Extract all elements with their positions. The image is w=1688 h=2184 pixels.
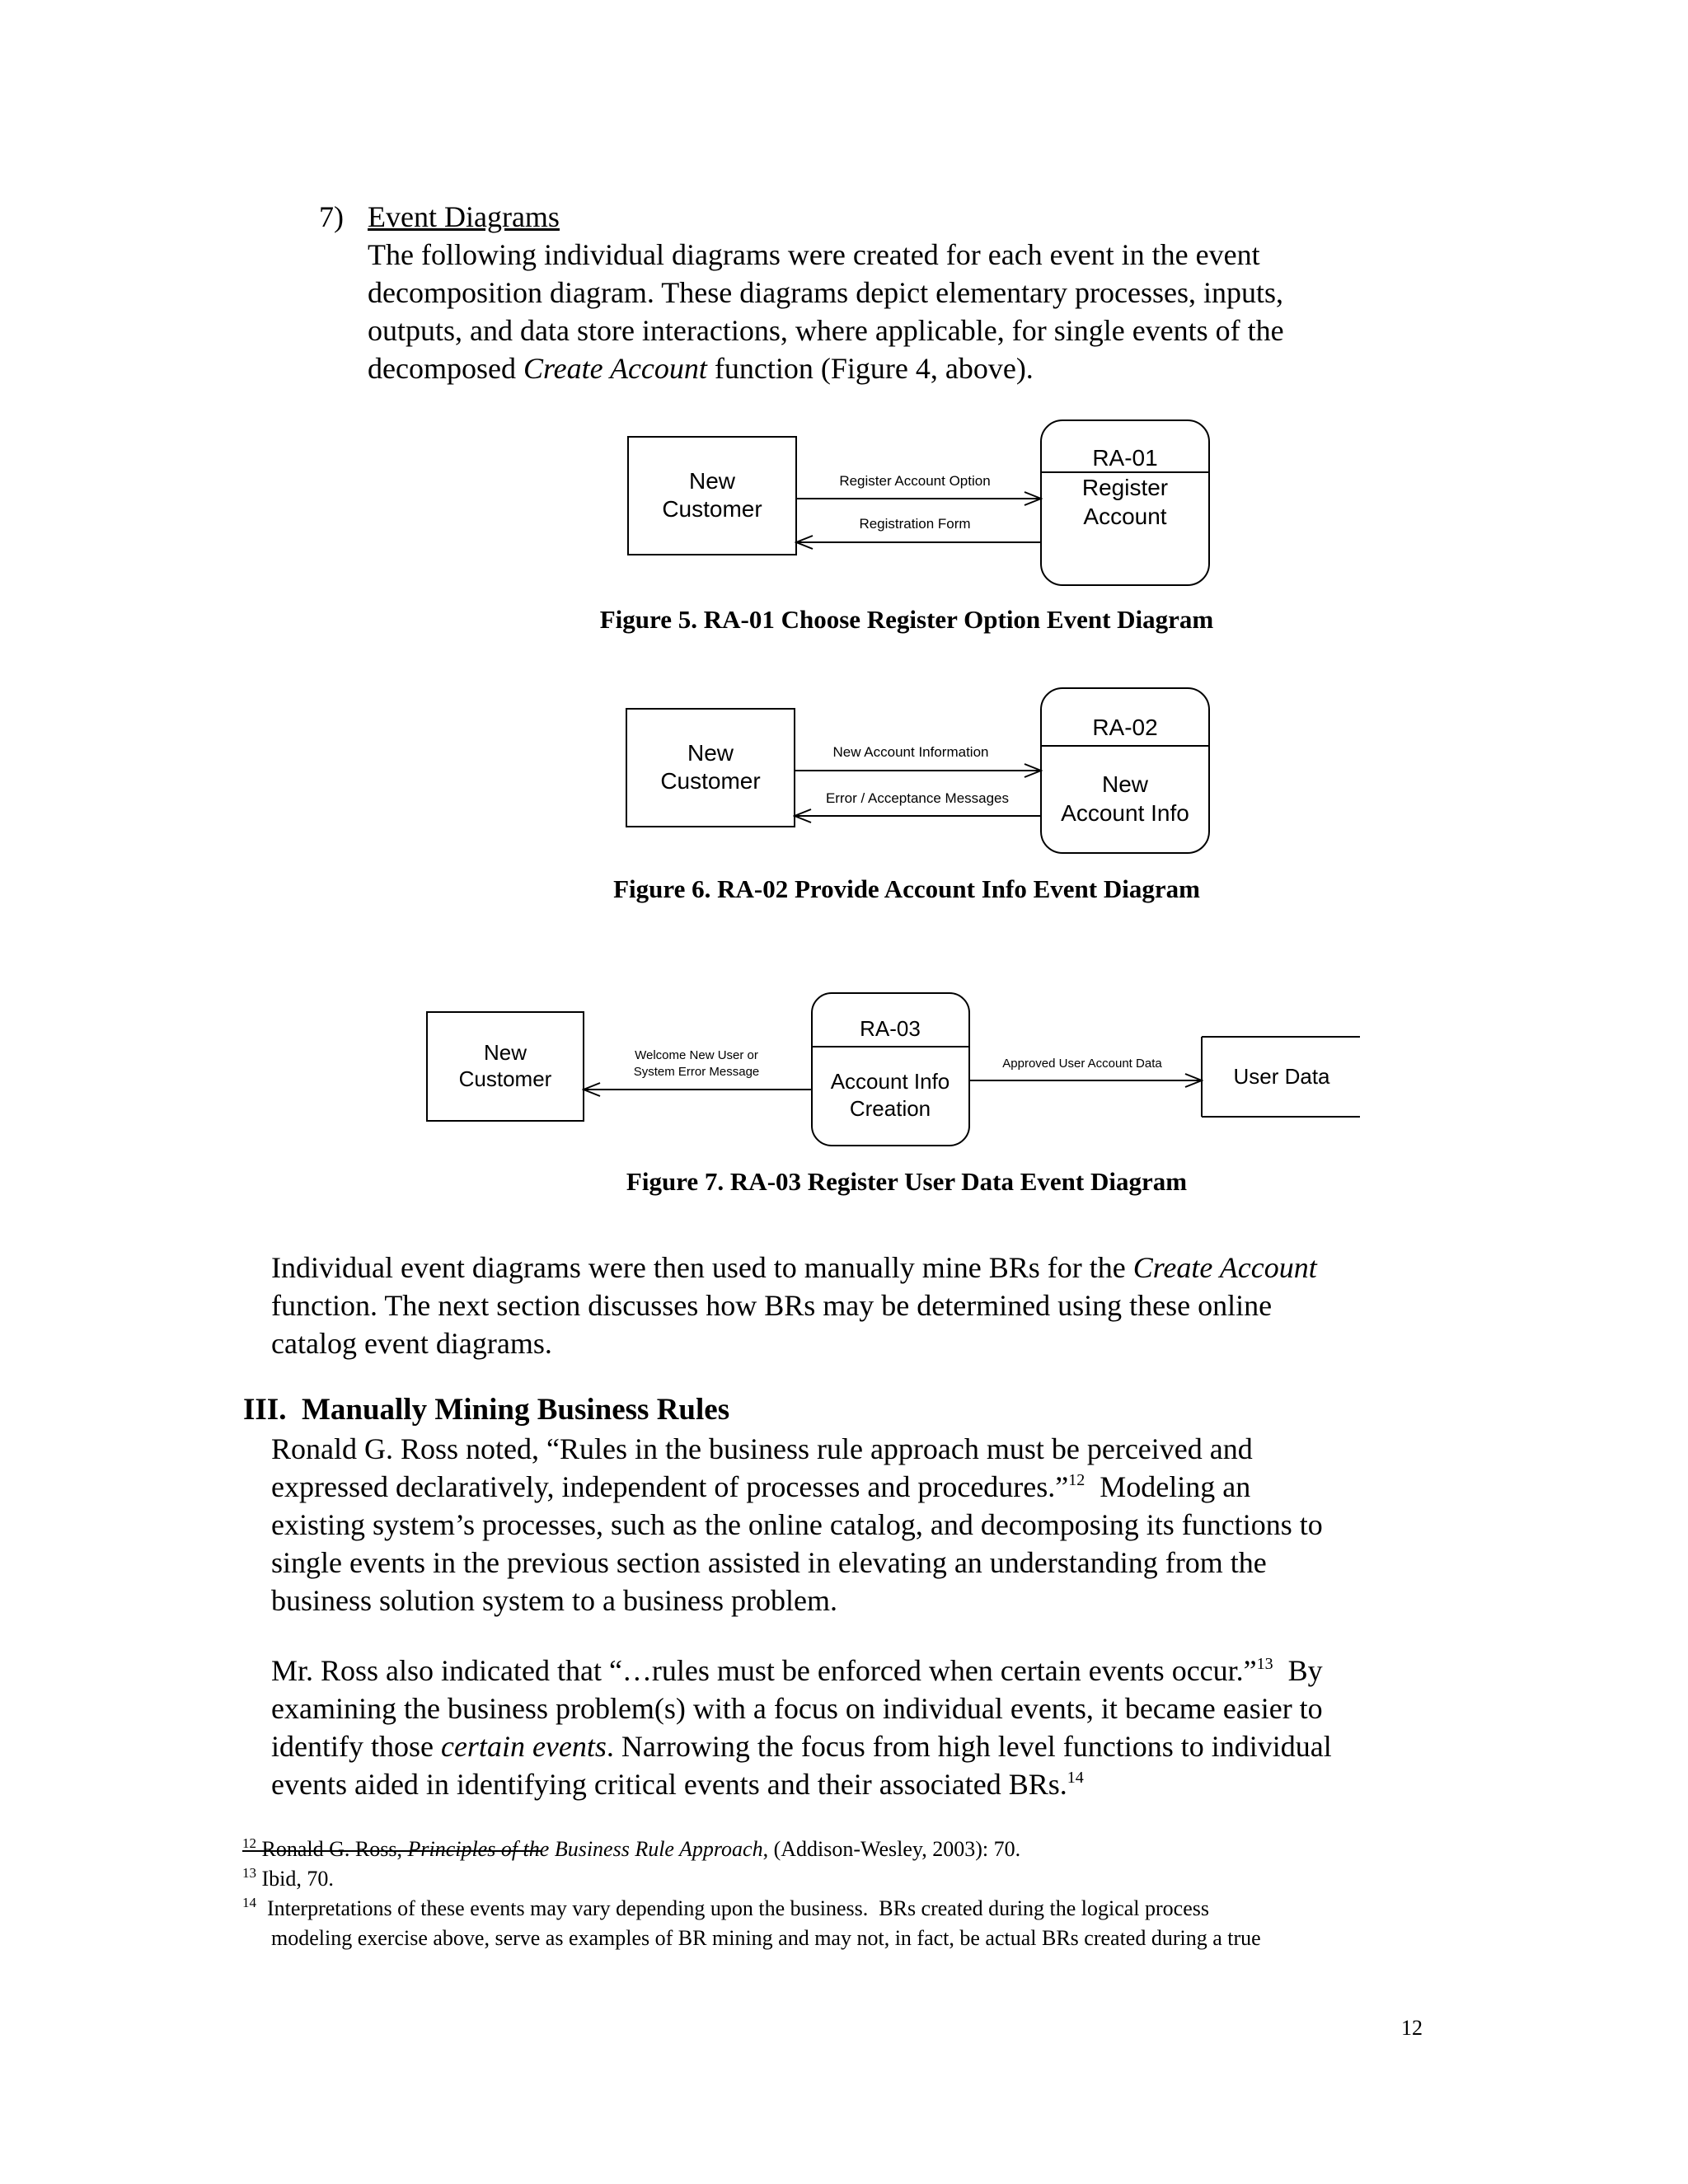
figure-5-diagram bbox=[628, 420, 1209, 585]
figure-5-caption: Figure 5. RA-01 Choose Register Option Event Diagram bbox=[599, 605, 1214, 634]
fig6-flow-out-label: Error / Acceptance Messages bbox=[825, 790, 1010, 806]
section-3-p1-line-4: single events in the previous section assisted in elevating an understanding from the bbox=[271, 1546, 1267, 1579]
footnote-14-line-2: modeling exercise above, serve as examples of BR mining and may not, in fact, be actual BRs created during a true bbox=[271, 1926, 1261, 1950]
footnote-13: $^{13}$ Ibid, 70. bbox=[242, 1865, 334, 1891]
section-3-heading: III. Manually Mining Business Rules bbox=[243, 1393, 730, 1427]
fig6-process-line-2: Account Info bbox=[1061, 800, 1189, 826]
fig6-process-box bbox=[1041, 688, 1209, 853]
section-3-p2-line-1: Mr. Ross also indicated that “…rules must be enforced when certain events occur.”$^{13}$ By bbox=[271, 1654, 1323, 1687]
footnote-ref-12[interactable]: 12 bbox=[1068, 1471, 1085, 1489]
paragraph-after-line-1: Individual event diagrams were then used to manually mine BRs for the Create Account bbox=[271, 1251, 1317, 1284]
fig7-entity-line-1: New bbox=[483, 1040, 528, 1065]
figure-6-diagram bbox=[626, 688, 1209, 853]
section-7-title: Event Diagrams bbox=[368, 200, 560, 233]
fig7-store-label: User Data bbox=[1233, 1064, 1330, 1089]
fig5-process-id: RA-01 bbox=[1092, 445, 1158, 471]
figure-7-caption: Figure 7. RA-03 Register User Data Event Diagram bbox=[626, 1167, 1188, 1196]
fig7-flow-store-label: Approved User Account Data bbox=[1002, 1057, 1162, 1071]
fig7-flow-out-label-2: System Error Message bbox=[633, 1065, 760, 1079]
footnote-12: $^{12}$ Ronald G. Ross, Principles of the Business Rule Approach, (Addison-Wesley, 2003): 70. bbox=[242, 1835, 1021, 1861]
section-3-p1-line-1: Ronald G. Ross noted, “Rules in the business rule approach must be perceived and bbox=[271, 1432, 1253, 1465]
fig7-entity-line-2: Customer bbox=[458, 1066, 552, 1091]
footnote-14-line-1: $^{14}$ Interpretations of these events may vary depending upon the business. BRs created during the logical process bbox=[242, 1895, 1209, 1920]
paragraph-after-line-3: catalog event diagrams. bbox=[271, 1327, 552, 1360]
page-number: 12 bbox=[1401, 2016, 1423, 2040]
fig5-flow-in-label: Register Account Option bbox=[839, 473, 991, 489]
section-7-line-3: outputs, and data store interactions, where applicable, for single events of the bbox=[368, 314, 1284, 347]
fig6-process-id: RA-02 bbox=[1092, 715, 1158, 740]
fig6-process-line-1: New bbox=[1101, 771, 1149, 797]
section-3-p2-line-3: identify those certain events. Narrowing the focus from high level functions to individual bbox=[271, 1730, 1332, 1763]
fig7-process-line-1: Account Info bbox=[830, 1069, 950, 1094]
section-7-line-1: The following individual diagrams were created for each event in the event bbox=[368, 238, 1260, 271]
fig6-entity-line-2: Customer bbox=[660, 768, 761, 794]
figure-6-caption: Figure 6. RA-02 Provide Account Info Event Diagram bbox=[613, 874, 1200, 903]
figure-7-diagram bbox=[427, 993, 1360, 1146]
paragraph-after-line-2: function. The next section discusses how BRs may be determined using these online bbox=[271, 1289, 1273, 1322]
section-3-p2-line-2: examining the business problem(s) with a focus on individual events, it became easier to bbox=[271, 1692, 1323, 1725]
fig7-flow-out-label-1: Welcome New User or bbox=[635, 1048, 758, 1062]
fig5-entity-line-1: New bbox=[688, 468, 736, 494]
fig5-process-line-1: Register bbox=[1081, 475, 1169, 500]
fig6-flow-in-label: New Account Information bbox=[832, 744, 989, 760]
fig5-flow-out-label: Registration Form bbox=[859, 516, 971, 532]
footnote-ref-14[interactable]: 14 bbox=[1067, 1769, 1084, 1787]
fig5-entity-line-2: Customer bbox=[662, 496, 762, 522]
footnote-ref-13[interactable]: 13 bbox=[1256, 1655, 1273, 1673]
fig5-process-line-2: Account bbox=[1083, 504, 1167, 529]
section-3-p1-line-5: business solution system to a business problem. bbox=[271, 1584, 837, 1617]
section-7-number: 7) bbox=[319, 200, 344, 233]
fig6-entity-line-1: New bbox=[687, 740, 734, 766]
section-3-p2-line-4: events aided in identifying critical events and their associated BRs.$^{14}$ bbox=[271, 1768, 1084, 1801]
section-7-line-4: decomposed Create Account function (Figure 4, above). bbox=[368, 352, 1034, 385]
fig7-process-id: RA-03 bbox=[860, 1016, 921, 1041]
section-3-p1-line-2: expressed declaratively, independent of processes and procedures.”$^{12}$ Modeling an bbox=[271, 1470, 1251, 1503]
fig7-process-line-2: Creation bbox=[849, 1096, 931, 1121]
section-7-line-2: decomposition diagram. These diagrams depict elementary processes, inputs, bbox=[368, 276, 1284, 309]
section-3-p1-line-3: existing system’s processes, such as the online catalog, and decomposing its functions to bbox=[271, 1508, 1323, 1541]
